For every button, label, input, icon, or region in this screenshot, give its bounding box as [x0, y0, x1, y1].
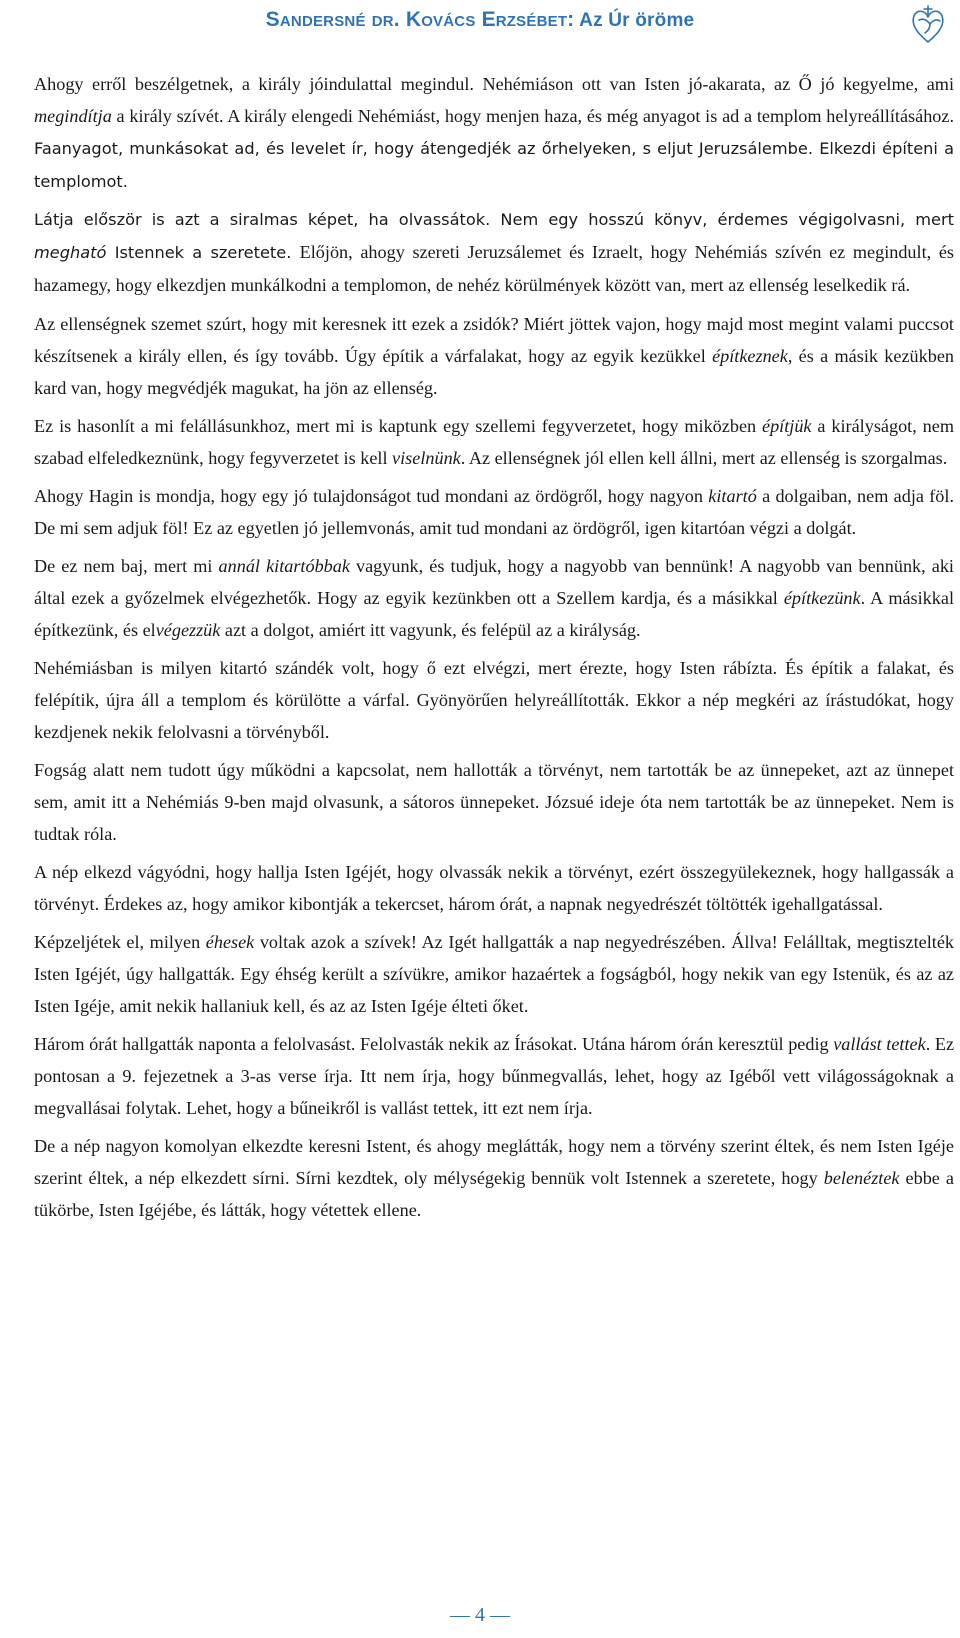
paragraph-text: . Az ellenségnek jól ellen kell állni, mert az ellenség is szorgalmas.	[460, 448, 948, 468]
emphasized-text: annál kitartóbbak	[218, 556, 350, 576]
paragraph	[34, 652, 954, 748]
emphasized-text: megindítja	[34, 106, 112, 126]
paragraph-text: Ez is hasonlít a mi felállásunkhoz, mert mi is kaptunk egy szellemi fegyverzetet, hogy miközben	[34, 416, 763, 436]
page-number: — 4 —	[450, 1604, 510, 1626]
emphasized-text: építkeznek	[712, 346, 788, 366]
paragraph-text: Az ellenségnek szemet szúrt, hogy mit keresnek itt ezek a zsidók? Miért jöttek vajon, hogy majd most megint valami puccsot készítsenek a király ellen, és így tovább. Úgy építik a várfalakat, hogy az egyik kezükkel	[34, 314, 954, 366]
paragraph-text: a királyságot, nem szabad elfeledkeznünk, hogy fegyverzetet is kell	[34, 416, 954, 468]
emphasized-text: kitartó	[708, 486, 757, 506]
emphasized-text: éhesek	[205, 932, 255, 952]
running-title	[0, 8, 960, 32]
emphasized-text: viselnünk	[392, 448, 461, 468]
paragraph	[34, 926, 954, 1022]
paragraph	[34, 550, 954, 646]
paragraph-text: Istennek a szeretete.	[106, 243, 300, 262]
paragraph-text: A nép elkezd vágyódni, hogy hallja Isten Igéjét, hogy olvassák nekik a törvényt, ezért összegyülekeznek, hogy hallgassák a törvényt. Érdekes az, hogy amikor kibontják a tekercset, három órát, a napnak negyedrészét töltötték igehallgatással.	[34, 862, 954, 914]
paragraph-text: Nehémiásban is milyen kitartó szándék volt, hogy ő ezt elvégzi, mert érezte, hogy Isten rábízta. És építik a falakat, és felépítik, újra áll a templom és körülötte a várfal. Gyönyörűen helyreállították. Ekkor a nép megkéri az írástudókat, hogy kezdjenek nekik felolvasni a törvényből.	[34, 658, 954, 742]
author-name: Sandersné dr. Kovács Erzsébet:	[265, 8, 575, 31]
paragraph-text: Látja először is azt a siralmas képet, ha olvassátok. Nem egy hosszú könyv, érdemes végigolvasni, mert	[34, 210, 954, 229]
paragraph-text: Képzeljétek el, milyen	[34, 932, 206, 952]
paragraph-text: voltak azok a szívek! Az Igét hallgatták a nap negyedrészében. Állva! Felálltak, megtisztelték Isten Igéjét, úgy hallgatták. Egy éhség került a szívükre, amikor hazaértek a fogságból, hogy nekik van egy Istenük, és az az Isten Igéje, amit nekik hallaniuk kell, és az az Isten Igéje élteti őket.	[34, 932, 955, 1016]
body-text	[34, 68, 954, 1232]
paragraph-text: Ahogy Hagin is mondja, hogy egy jó tulajdonságot tud mondani az ördögről, hogy nagyon	[34, 486, 709, 506]
page-header	[0, 0, 960, 40]
emphasized-text: építjük	[762, 416, 812, 436]
paragraph-text: , és a másik kezükben kard van, hogy megvédjék magukat, ha jön az ellenség.	[34, 346, 954, 398]
paragraph	[34, 1028, 954, 1124]
paragraph	[34, 754, 954, 850]
book-title: Az Úr öröme	[579, 10, 695, 31]
dove-heart-logo-icon	[908, 2, 948, 46]
emphasized-text: belenéztek	[823, 1168, 900, 1188]
paragraph-text: Fogság alatt nem tudott úgy működni a kapcsolat, nem hallották a törvényt, nem tartották be az ünnepeket, azt az ünnepet sem, amit itt a Nehémiás 9-ben majd olvasunk, a sátoros ünnepeket. Józsué ideje óta nem tartották be az ünnepeket. Nem is tudtak róla.	[34, 760, 954, 844]
paragraph-text: azt a dolgot, amiért itt vagyunk, és felépül az a királyság.	[220, 620, 641, 640]
paragraph-text: . A másikkal építkezünk, és el	[34, 588, 954, 640]
paragraph-text: vagyunk, és tudjuk, hogy a nagyobb van bennünk! A nagyobb van bennünk, aki által ezek a győzelmek elvégezhetők. Hogy az egyik kezünkben ott a Szellem kardja, és a másikkal	[34, 556, 954, 608]
emphasized-text: megható	[34, 243, 107, 262]
paragraph-text: Előjön, ahogy szereti Jeruzsálemet és Izraelt, hogy Nehémiás szívén ez megindult, és hazamegy, hogy elkezdjen munkálkodni a templomon, de nehéz körülmények között van, mert az ellenség leselkedik rá.	[34, 242, 954, 295]
paragraph-text: . Ez pontosan a 9. fejezetnek a 3-as verse írja. Itt nem írja, hogy bűnmegvallás, lehet, hogy az Igéből vett világosságoknak a megvallásai folytak. Lehet, hogy a bűneikről is vallást tettek, itt ezt nem írja.	[34, 1034, 955, 1118]
paragraph-text: ebbe a tükörbe, Isten Igéjébe, és látták, hogy vétettek ellene.	[34, 1168, 954, 1220]
paragraph	[34, 856, 954, 920]
paragraph	[34, 308, 954, 404]
emphasized-text: építkezünk	[783, 588, 861, 608]
emphasized-text: vallást tettek	[833, 1034, 926, 1054]
paragraph	[34, 410, 954, 474]
paragraph-text: a dolgaiban, nem adja föl. De mi sem adjuk föl! Ez az egyetlen jó jellemvonás, amit tud mondani az ördögről, igen kitartóan végzi a dolgát.	[34, 486, 954, 538]
paragraph-text: Faanyagot, munkásokat ad, és levelet ír, hogy átengedjék az őrhelyeken, s eljut Jeruzsálembe. Elkezdi építeni a templomot.	[34, 139, 954, 191]
paragraph-text: De a nép nagyon komolyan elkezdte keresni Istent, és ahogy meglátták, hogy nem a törvény szerint éltek, és nem Isten Igéje szerint éltek, a nép elkezdett sírni. Sírni kezdtek, oly mélységekig bennük volt Istennek a szeretete, hogy	[34, 1136, 954, 1188]
paragraph-text: a király szívét. A király elengedi Nehémiást, hogy menjen haza, és még anyagot is ad a templom helyreállításához.	[111, 106, 954, 126]
paragraph-text: De ez nem baj, mert mi	[34, 556, 219, 576]
paragraph	[34, 68, 954, 198]
paragraph-text: Ahogy erről beszélgetnek, a király jóindulattal megindul. Nehémiáson ott van Isten jó-akarata, az Ő jó kegyelme, ami	[34, 74, 954, 94]
paragraph	[34, 204, 954, 302]
paragraph	[34, 480, 954, 544]
emphasized-text: végezzük	[155, 620, 221, 640]
paragraph	[34, 1130, 954, 1226]
paragraph-text: Három órát hallgatták naponta a felolvasást. Felolvasták nekik az Írásokat. Utána három órán keresztül pedig	[34, 1034, 834, 1054]
